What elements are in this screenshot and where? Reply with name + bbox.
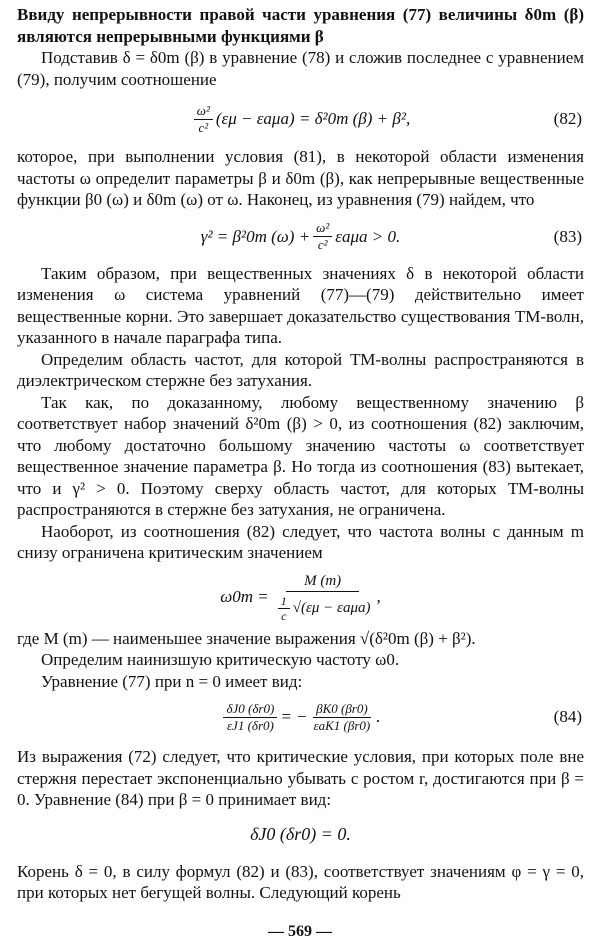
paragraph-9: Определим наинизшую критическую частоту ω0. bbox=[41, 650, 400, 669]
equation-lhs: γ² = β²0m (ω) + bbox=[200, 226, 311, 246]
equation-critical-frequency bbox=[17, 566, 584, 628]
fraction-denominator: εJ1 (δr0) bbox=[226, 717, 274, 733]
fraction-denominator bbox=[272, 592, 374, 623]
fraction-numerator: δJ0 (δr0) bbox=[223, 701, 277, 718]
paragraph-3: которое, при выполнении условия (81), в некоторой области изменения частоты ω определит параметры β и δ0m (β), как непрерывные вещественные функции β0 (ω) и δ0m (ω) от ω. Наконец, из уравнения (79) найдем, что bbox=[17, 147, 584, 209]
one-over-c-fraction bbox=[278, 594, 290, 623]
equation-tail: . bbox=[376, 707, 381, 727]
fraction-denominator: c² bbox=[317, 237, 328, 252]
equation-tail: , bbox=[376, 586, 381, 606]
paragraph-10: Уравнение (77) при n = 0 имеет вид: bbox=[41, 671, 303, 691]
fraction-omega-c bbox=[194, 103, 213, 136]
fraction-denominator: c bbox=[281, 608, 287, 623]
bessel-fraction bbox=[223, 701, 277, 734]
equation-83 bbox=[17, 215, 584, 259]
equation-rhs: εaμa > 0. bbox=[335, 226, 401, 246]
equation-body: δJ0 (δr0) = 0. bbox=[250, 823, 351, 844]
equation-82 bbox=[17, 96, 584, 142]
fraction-numerator: ω² bbox=[194, 103, 213, 120]
macdonald-fraction bbox=[311, 701, 374, 734]
equation-bessel-zero bbox=[17, 815, 584, 855]
square-root-expression: √(εμ − εaμa) bbox=[292, 600, 371, 616]
paragraph-12: Корень δ = 0, в силу формул (82) и (83), соответствует значениям φ = γ = 0, при которых нет бегущей волны. Следующий корень bbox=[17, 861, 584, 902]
fraction-omega-c bbox=[313, 220, 332, 253]
fraction-denominator: c² bbox=[198, 119, 209, 135]
equation-number: (83) bbox=[553, 226, 582, 246]
critical-frequency-fraction bbox=[272, 571, 374, 623]
page-number: — 569 — bbox=[268, 922, 332, 940]
equation-84 bbox=[17, 694, 584, 740]
equation-lhs: ω0m = bbox=[220, 586, 269, 606]
fraction-numerator: M (m) bbox=[286, 571, 359, 592]
paragraph-5: Определим область частот, для которой ТМ-волны распространяются в диэлектрическом стержне без затухания. bbox=[17, 349, 584, 390]
equation-number: (82) bbox=[553, 109, 582, 129]
fraction-numerator: βK0 (βr0) bbox=[313, 701, 371, 718]
fraction-denominator: εaK1 (βr0) bbox=[313, 717, 371, 733]
paragraph-7: Наоборот, из соотношения (82) следует, что частота волны с данным m снизу ограничена критическим значением bbox=[17, 521, 584, 562]
paragraph-1: Ввиду непрерывности правой части уравнения (77) величины δ0m (β) являются непрерывными функциями β bbox=[17, 5, 584, 46]
paragraph-4: Таким образом, при вещественных значениях δ в некоторой области изменения ω система уравнений (77)—(79) действительно имеет вещественные корни. Это завершает доказательство существования ТМ-волн, указанного в начале параграфа типа. bbox=[17, 263, 584, 347]
paragraph-11: Из выражения (72) следует, что критические условия, при которых поле вне стержня перестает экспоненциально убывать с ростом r, достигаются при β = 0. Уравнение (84) при β = 0 принимает вид: bbox=[17, 747, 584, 809]
equation-middle: = − bbox=[280, 707, 308, 727]
fraction-numerator: 1 bbox=[278, 594, 290, 609]
paragraph-2: Подставив δ = δ0m (β) в уравнение (78) и сложив последнее с уравнением (79), получим соотношение bbox=[17, 48, 584, 89]
paragraph-6: Так как, по доказанному, любому вещественному значению β соответствует набор значений δ²0m (β) > 0, из соотношения (82) заключим, что любому достаточно большому значению частоты ω соответствует вещественное значение параметра β. Но тогда из соотношения (83) вытекает, что и γ² > 0. Поэтому сверху область частот, для которых ТМ-волны распространяются в стержне без затухания, не ограничена. bbox=[17, 392, 584, 519]
equation-number: (84) bbox=[553, 707, 582, 727]
equation-body: (εμ − εaμa) = δ²0m (β) + β², bbox=[215, 109, 411, 129]
fraction-numerator: ω² bbox=[313, 220, 332, 237]
paragraph-8: где M (m) — наименьшее значение выражения √(δ²0m (β) + β²). bbox=[17, 628, 476, 648]
